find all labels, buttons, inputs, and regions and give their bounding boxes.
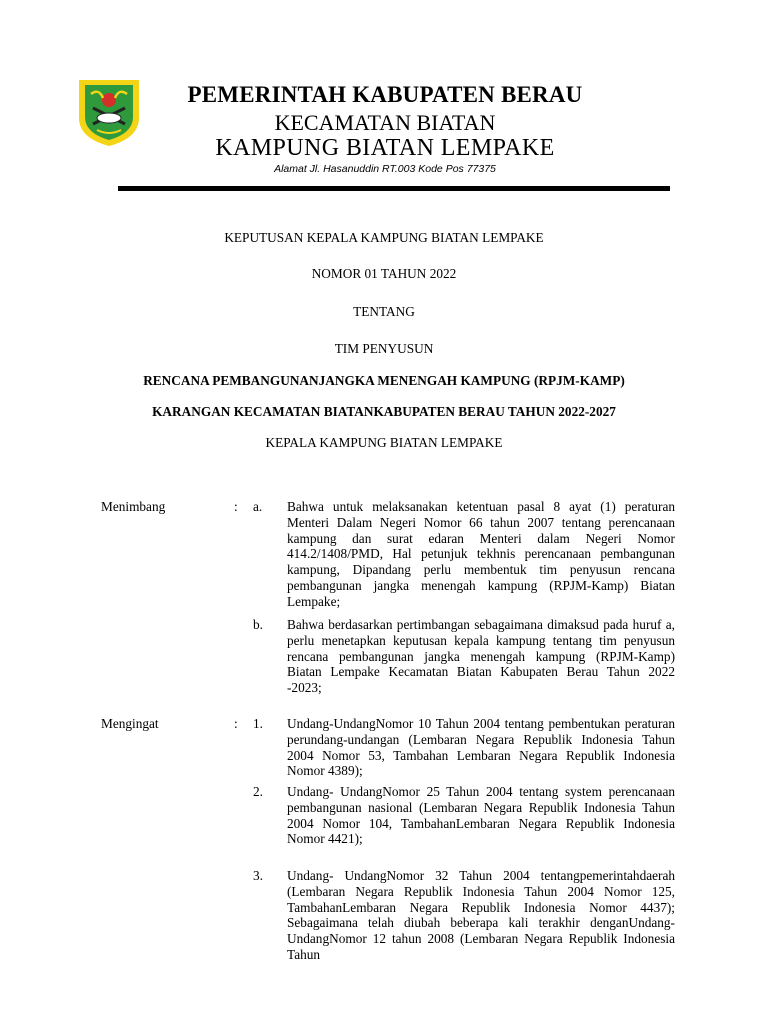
letterhead-regency: PEMERINTAH KABUPATEN BERAU xyxy=(187,82,583,107)
letterhead-divider xyxy=(118,186,670,191)
section-colon: : xyxy=(234,499,238,514)
section-label-menimbang: Menimbang xyxy=(101,499,166,514)
list-marker: 2. xyxy=(253,784,263,799)
list-item: Undang- UndangNomor 32 Tahun 2004 tentangpemerintahdaerah (Lembaran Negara Republik Indonesia Tahun 2004 Nomor 125, TambahanLembaran Negara Republik Indonesia Nomor 4437); Sebagaimana telah diubah beberapa kali terakhir denganUndang-UndangNomor 12 tahun 2008 (Lembaran Negara Republik Indonesia Tahun xyxy=(287,868,675,962)
decree-title: KEPUTUSAN KEPALA KAMPUNG BIATAN LEMPAKE xyxy=(224,230,544,245)
list-marker: b. xyxy=(253,617,263,632)
letterhead-address: Alamat Jl. Hasanuddin RT.003 Kode Pos 77375 xyxy=(274,163,496,175)
decree-plan-line2: KARANGAN KECAMATAN BIATANKABUPATEN BERAU TAHUN 2022-2027 xyxy=(152,404,616,419)
list-item: Bahwa untuk melaksanakan ketentuan pasal 8 ayat (1) peraturan Menteri Dalam Negeri Nomor 66 tahun 2007 tentang perencanaan kampung dan surat edaran Menteri dalam Negeri Nomor 414.2/1408/PMD, Hal petunjuk tekhnis perencanaan pembangunan kampung, Dipandang perlu membentuk tim penyusun rencana pembangunan jangka menengah kampung (RPJM-Kamp) Biatan Lempake; xyxy=(287,499,675,609)
list-item: Bahwa berdasarkan pertimbangan sebagaimana dimaksud pada huruf a, perlu menetapkan keputusan kepala kampung tentang tim penyusun rencana pembangunan jangka menengah kampung (RPJM-Kamp) Biatan Lempake Kecamatan Biatan Kabupaten Berau Tahun 2022 -2023; xyxy=(287,617,675,696)
decree-about: TENTANG xyxy=(353,304,415,319)
letterhead-village: KAMPUNG BIATAN LEMPAKE xyxy=(215,135,555,161)
list-marker: 3. xyxy=(253,868,263,883)
list-marker: a. xyxy=(253,499,263,514)
decree-plan-line1: RENCANA PEMBANGUNANJANGKA MENENGAH KAMPUNG (RPJM-KAMP) xyxy=(143,373,625,388)
decree-issuer: KEPALA KAMPUNG BIATAN LEMPAKE xyxy=(265,435,503,450)
decree-number: NOMOR 01 TAHUN 2022 xyxy=(311,266,457,281)
section-label-mengingat: Mengingat xyxy=(101,716,159,731)
berau-regency-emblem-icon xyxy=(77,78,141,148)
list-item: Undang-UndangNomor 10 Tahun 2004 tentang pembentukan peraturan perundang-undangan (Lembaran Negara Republik Indonesia Tahun 2004 Nomor 53, Tambahan Lembaran Negara Republik Indonesia Nomor 4389); xyxy=(287,716,675,779)
list-item: Undang- UndangNomor 25 Tahun 2004 tentang system perencanaan pembangunan nasional (Lembaran Negara Republik Indonesia Tahun 2004 Nomor 104, TambahanLembaran Negara Republik Indonesia Nomor 4421); xyxy=(287,784,675,847)
decree-team: TIM PENYUSUN xyxy=(334,341,434,356)
letterhead-district: KECAMATAN BIATAN xyxy=(274,110,496,135)
list-marker: 1. xyxy=(253,716,263,731)
section-colon: : xyxy=(234,716,238,731)
